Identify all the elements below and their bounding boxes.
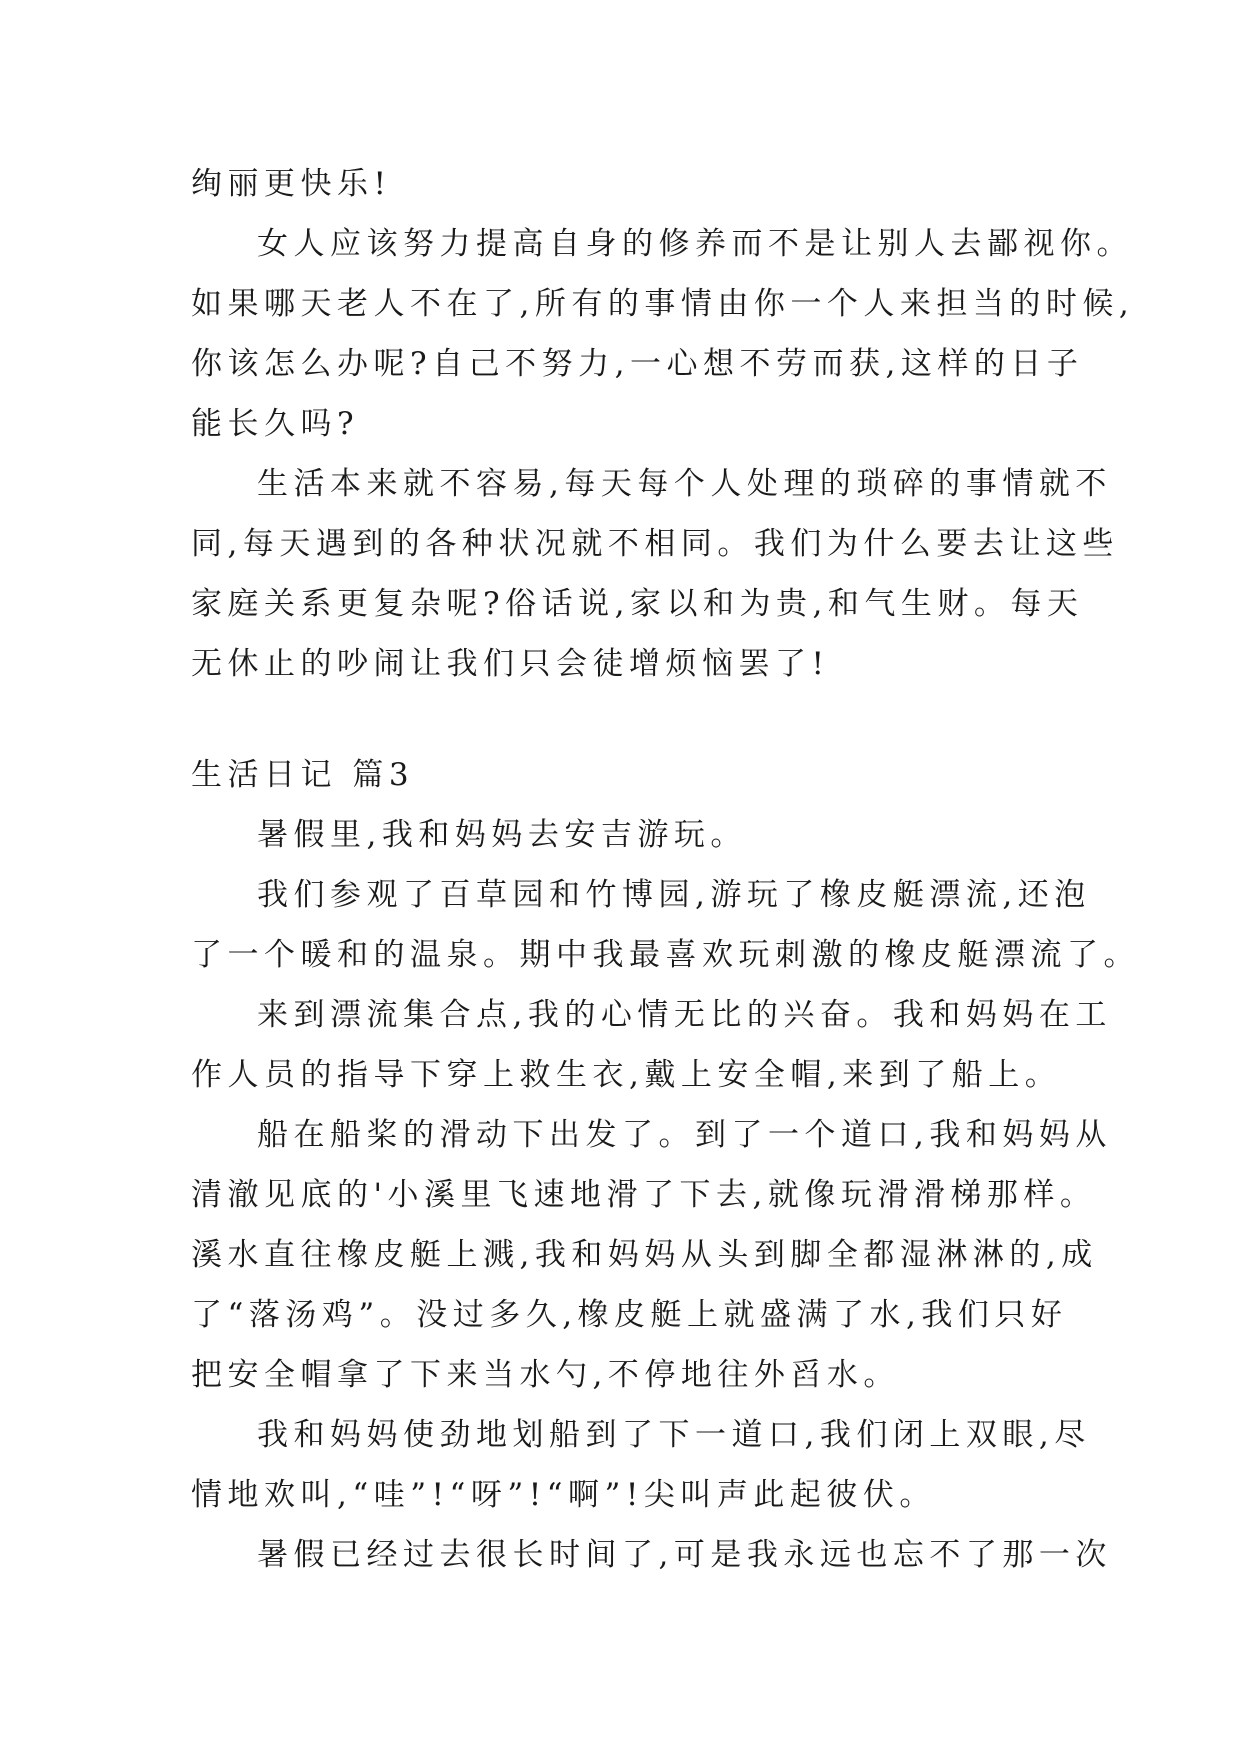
- text-line: 把安全帽拿了下来当水勺,不停地往外舀水。: [191, 1357, 900, 1393]
- text-line: 暑假已经过去很长时间了,可是我永远也忘不了那一次: [257, 1537, 1112, 1573]
- text-line: 你该怎么办呢?自己不努力,一心想不劳而获,这样的日子: [191, 346, 1084, 382]
- text-line: 家庭关系更复杂呢?俗话说,家以和为贵,和气生财。每天: [191, 586, 1084, 622]
- text-line: 生活本来就不容易,每天每个人处理的琐碎的事情就不: [257, 466, 1112, 502]
- text-line: 如果哪天老人不在了,所有的事情由你一个人来担当的时候,: [191, 286, 1135, 322]
- text-line: 能长久吗?: [191, 406, 360, 442]
- text-line: 了一个暖和的温泉。期中我最喜欢玩刺激的橡皮艇漂流了。: [191, 937, 1140, 973]
- section-heading: 生活日记 篇3: [191, 757, 415, 793]
- text-line: 情地欢叫,“哇”!“呀”!“啊”!尖叫声此起彼伏。: [191, 1477, 936, 1513]
- text-line: 女人应该努力提高自身的修养而不是让别人去鄙视你。: [257, 226, 1133, 262]
- text-line: 无休止的吵闹让我们只会徒增烦恼罢了!: [191, 646, 830, 682]
- text-line: 清澈见底的'小溪里飞速地滑了下去,就像玩滑滑梯那样。: [191, 1177, 1097, 1213]
- text-line: 我们参观了百草园和竹博园,游玩了橡皮艇漂流,还泡: [257, 877, 1091, 913]
- text-line: 我和妈妈使劲地划船到了下一道口,我们闭上双眼,尽: [257, 1417, 1091, 1453]
- text-line: 来到漂流集合点,我的心情无比的兴奋。我和妈妈在工: [257, 997, 1112, 1033]
- text-line: 溪水直往橡皮艇上溅,我和妈妈从头到脚全都湿淋淋的,成: [191, 1237, 1098, 1273]
- text-line: 了“落汤鸡”。没过多久,橡皮艇上就盛满了水,我们只好: [191, 1297, 1068, 1333]
- text-line: 作人员的指导下穿上救生衣,戴上安全帽,来到了船上。: [191, 1057, 1062, 1093]
- text-line: 同,每天遇到的各种状况就不相同。我们为什么要去让这些: [191, 526, 1119, 562]
- text-line: 绚丽更快乐!: [191, 166, 392, 202]
- text-line: 船在船桨的滑动下出发了。到了一个道口,我和妈妈从: [257, 1117, 1112, 1153]
- text-line: 暑假里,我和妈妈去安吉游玩。: [257, 817, 747, 853]
